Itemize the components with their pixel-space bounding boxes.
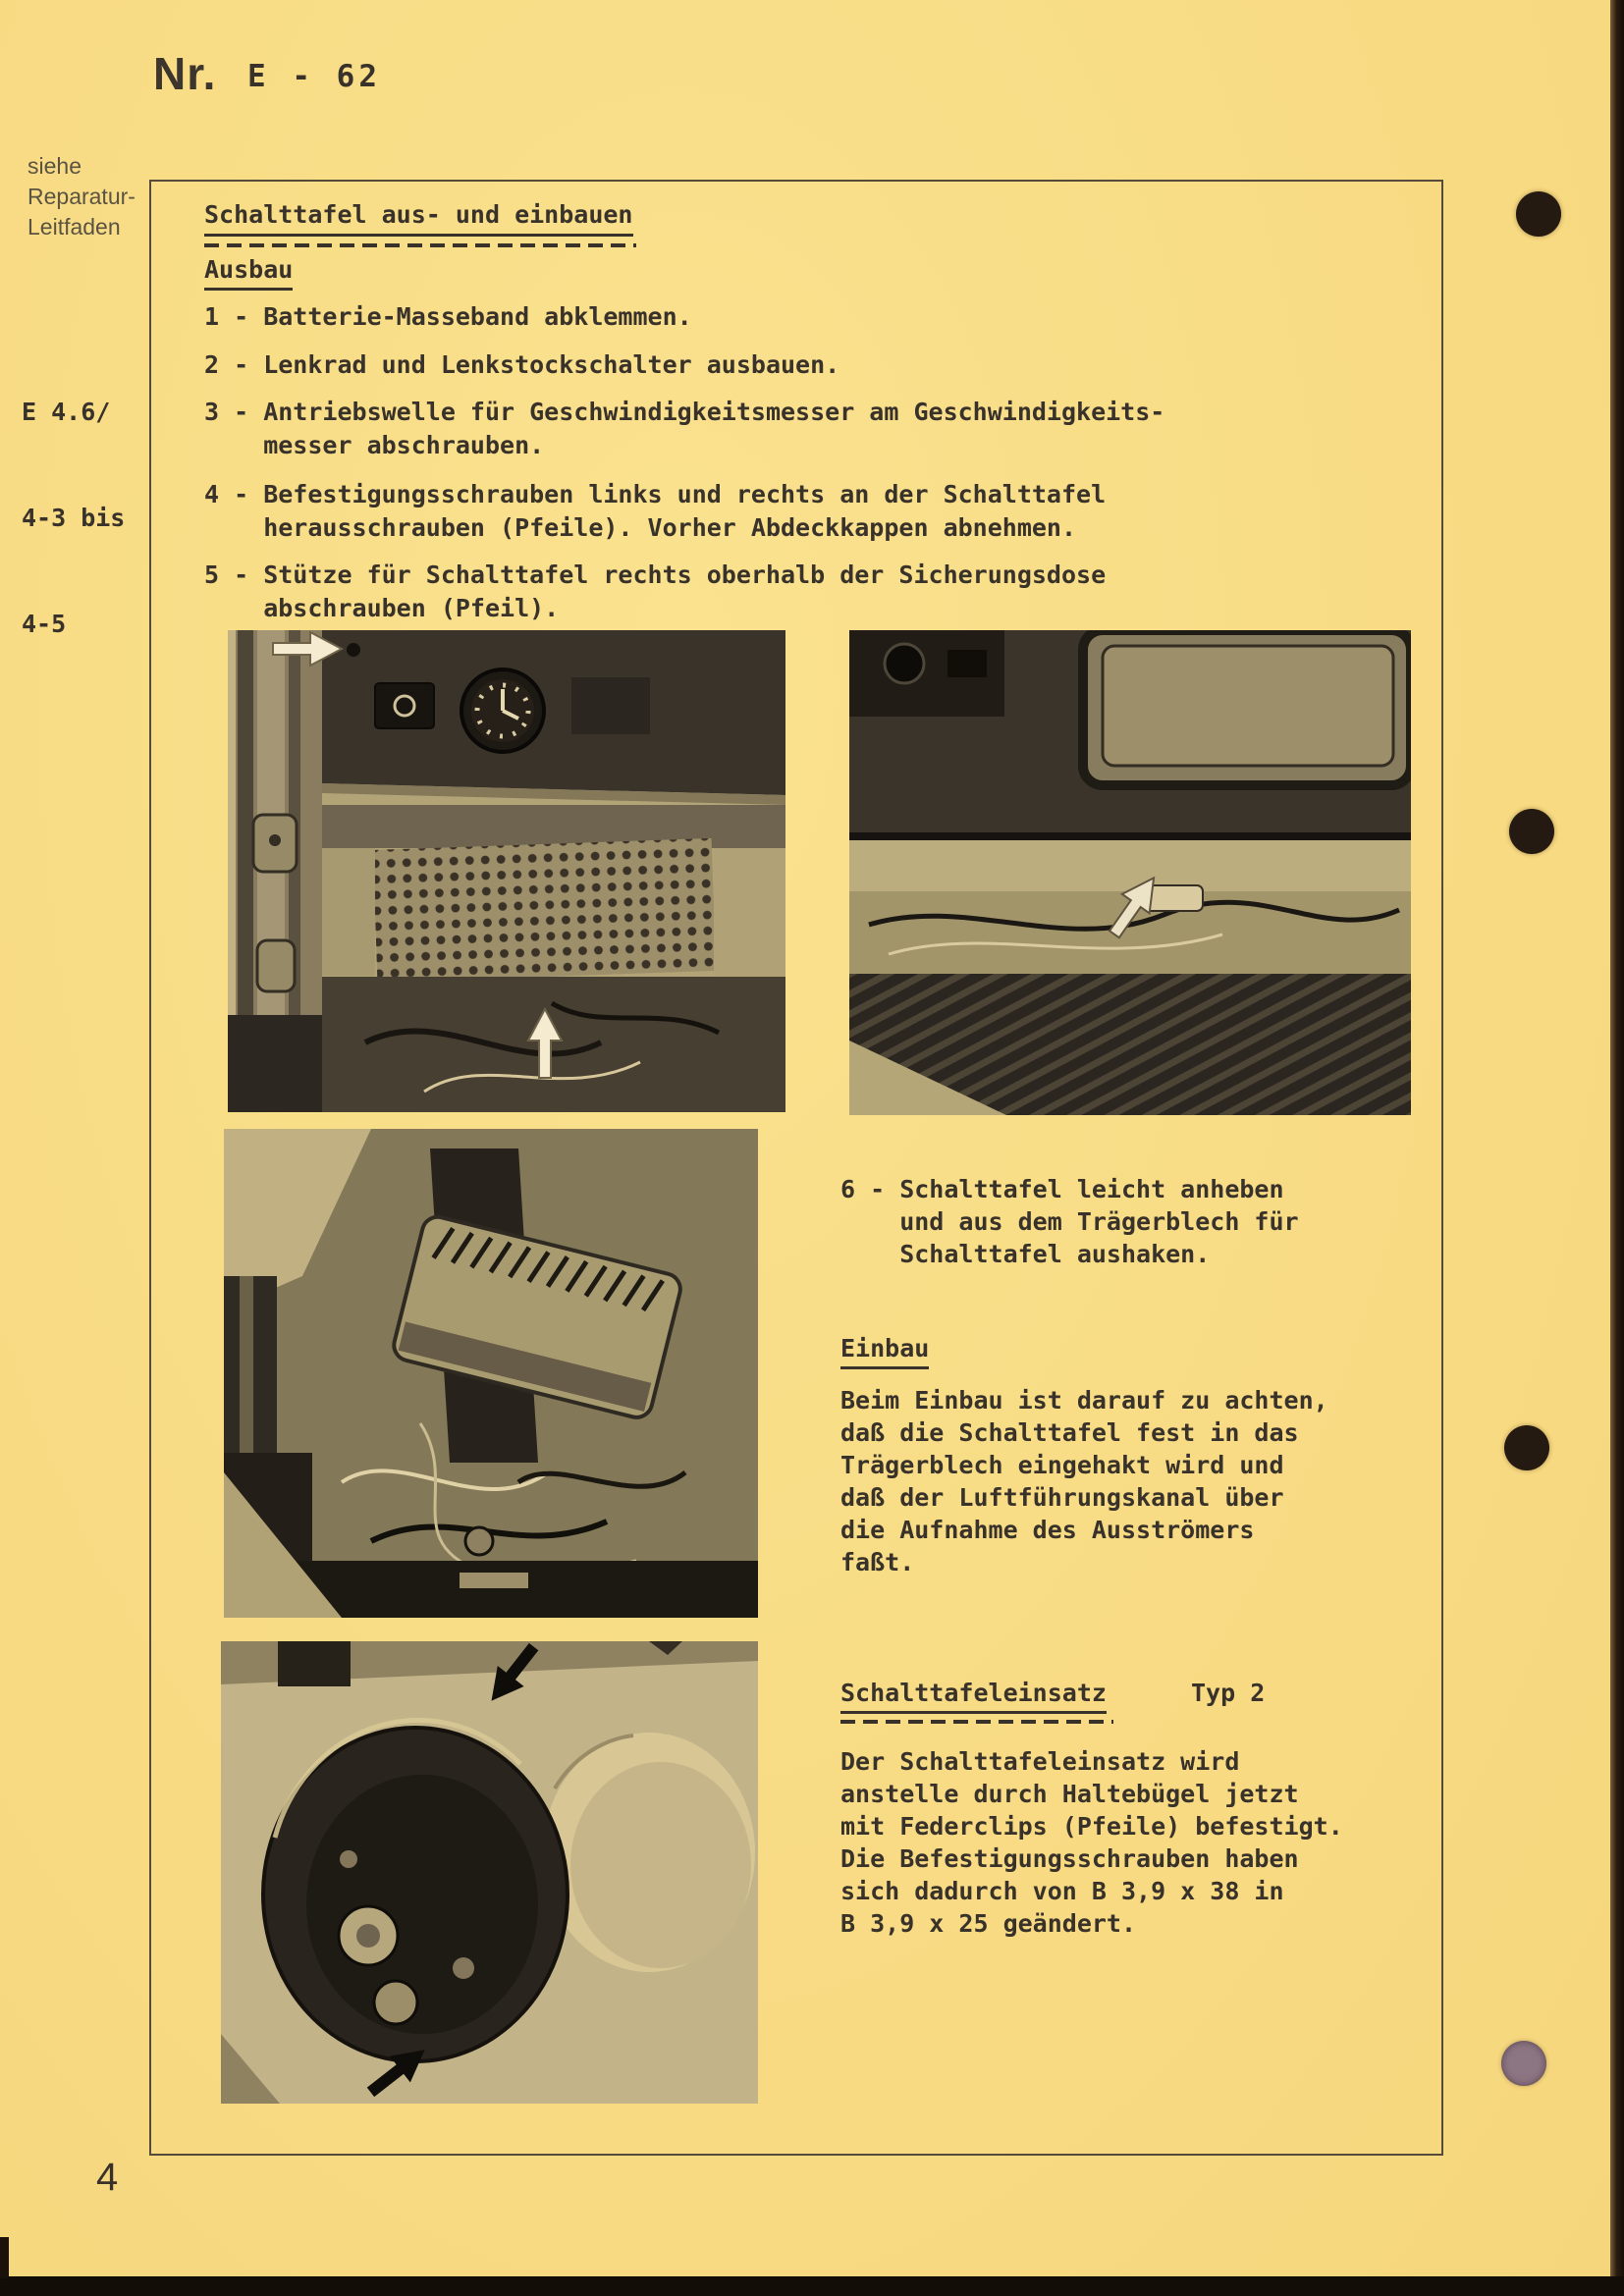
- step-line: 4 - Befestigungsschrauben links und rechts an der Schalttafel: [204, 480, 1107, 508]
- margin-reference-line: E 4.6/: [22, 398, 111, 426]
- section-heading-ausbau: Ausbau: [204, 253, 293, 291]
- speaker-grille: [373, 838, 717, 983]
- doc-number-label: Nr.: [153, 48, 217, 99]
- body-line: Die Befestigungsschrauben haben: [840, 1844, 1299, 1873]
- section-heading-einbau: Einbau: [840, 1332, 929, 1369]
- body-line: sich dadurch von B 3,9 x 38 in: [840, 1877, 1284, 1905]
- page-title: Schalttafel aus- und einbauen: [204, 198, 633, 237]
- photo-dashboard-underside-arrow: [849, 630, 1411, 1115]
- step-line: herausschrauben (Pfeile). Vorher Abdeckkappen abnehmen.: [204, 513, 1077, 542]
- margin-reference: [22, 324, 125, 677]
- body-line: daß die Schalttafel fest in das: [840, 1418, 1299, 1447]
- step-line: 5 - Stütze für Schalttafel rechts oberhalb der Sicherungsdose: [204, 561, 1107, 589]
- photo-panel-removed-wiring: [224, 1129, 758, 1618]
- punch-hole: [1504, 1425, 1549, 1470]
- margin-see-note-line: siehe: [27, 153, 81, 179]
- einsatz-dashed-underline: [840, 1720, 1113, 1724]
- step-line: abschrauben (Pfeil).: [204, 594, 560, 622]
- punch-hole: [1516, 191, 1561, 237]
- type-label: Typ 2: [1191, 1679, 1266, 1707]
- body-line: Beim Einbau ist darauf zu achten,: [840, 1386, 1328, 1415]
- body-line: B 3,9 x 25 geändert.: [840, 1909, 1137, 1938]
- margin-see-note-line: Reparatur-: [27, 184, 135, 209]
- step-line: Schalttafel aushaken.: [840, 1240, 1211, 1268]
- scan-edge-bottom-left: [0, 2237, 9, 2278]
- body-line: Der Schalttafeleinsatz wird: [840, 1747, 1240, 1776]
- scan-edge-right: [1610, 0, 1624, 2296]
- photo-dashboard-clock-grille: [228, 630, 785, 1112]
- margin-reference-line: 4-5: [22, 610, 67, 638]
- title-dashed-underline: [204, 243, 636, 247]
- margin-see-note: [27, 151, 135, 242]
- body-line: Trägerblech eingehakt wird und: [840, 1451, 1284, 1479]
- scan-edge-bottom: [0, 2276, 1624, 2296]
- margin-see-note-line: Leitfaden: [27, 214, 121, 240]
- section-heading-einsatz: Schalttafeleinsatz: [840, 1677, 1107, 1714]
- punch-hole: [1509, 809, 1554, 854]
- body-line: daß der Luftführungskanal über: [840, 1483, 1284, 1512]
- body-line: die Aufnahme des Ausströmers: [840, 1516, 1255, 1544]
- body-line: mit Federclips (Pfeile) befestigt.: [840, 1812, 1343, 1841]
- page-number: 4: [96, 2156, 119, 2199]
- step-line: 1 - Batterie-Masseband abklemmen.: [204, 302, 692, 331]
- margin-reference-line: 4-3 bis: [22, 504, 126, 532]
- step-line: 6 - Schalttafel leicht anheben: [840, 1175, 1284, 1203]
- step-line: und aus dem Trägerblech für: [840, 1207, 1299, 1236]
- photo-cluster-rear-clips: [221, 1641, 758, 2104]
- step-line: 3 - Antriebswelle für Geschwindigkeitsmesser am Geschwindigkeits-: [204, 398, 1165, 426]
- doc-number-value: E - 62: [247, 59, 381, 94]
- punch-hole: [1501, 2041, 1546, 2086]
- step-line: 2 - Lenkrad und Lenkstockschalter ausbauen.: [204, 350, 840, 379]
- body-line: anstelle durch Haltebügel jetzt: [840, 1780, 1299, 1808]
- step-line: messer abschrauben.: [204, 431, 545, 459]
- body-line: faßt.: [840, 1548, 915, 1576]
